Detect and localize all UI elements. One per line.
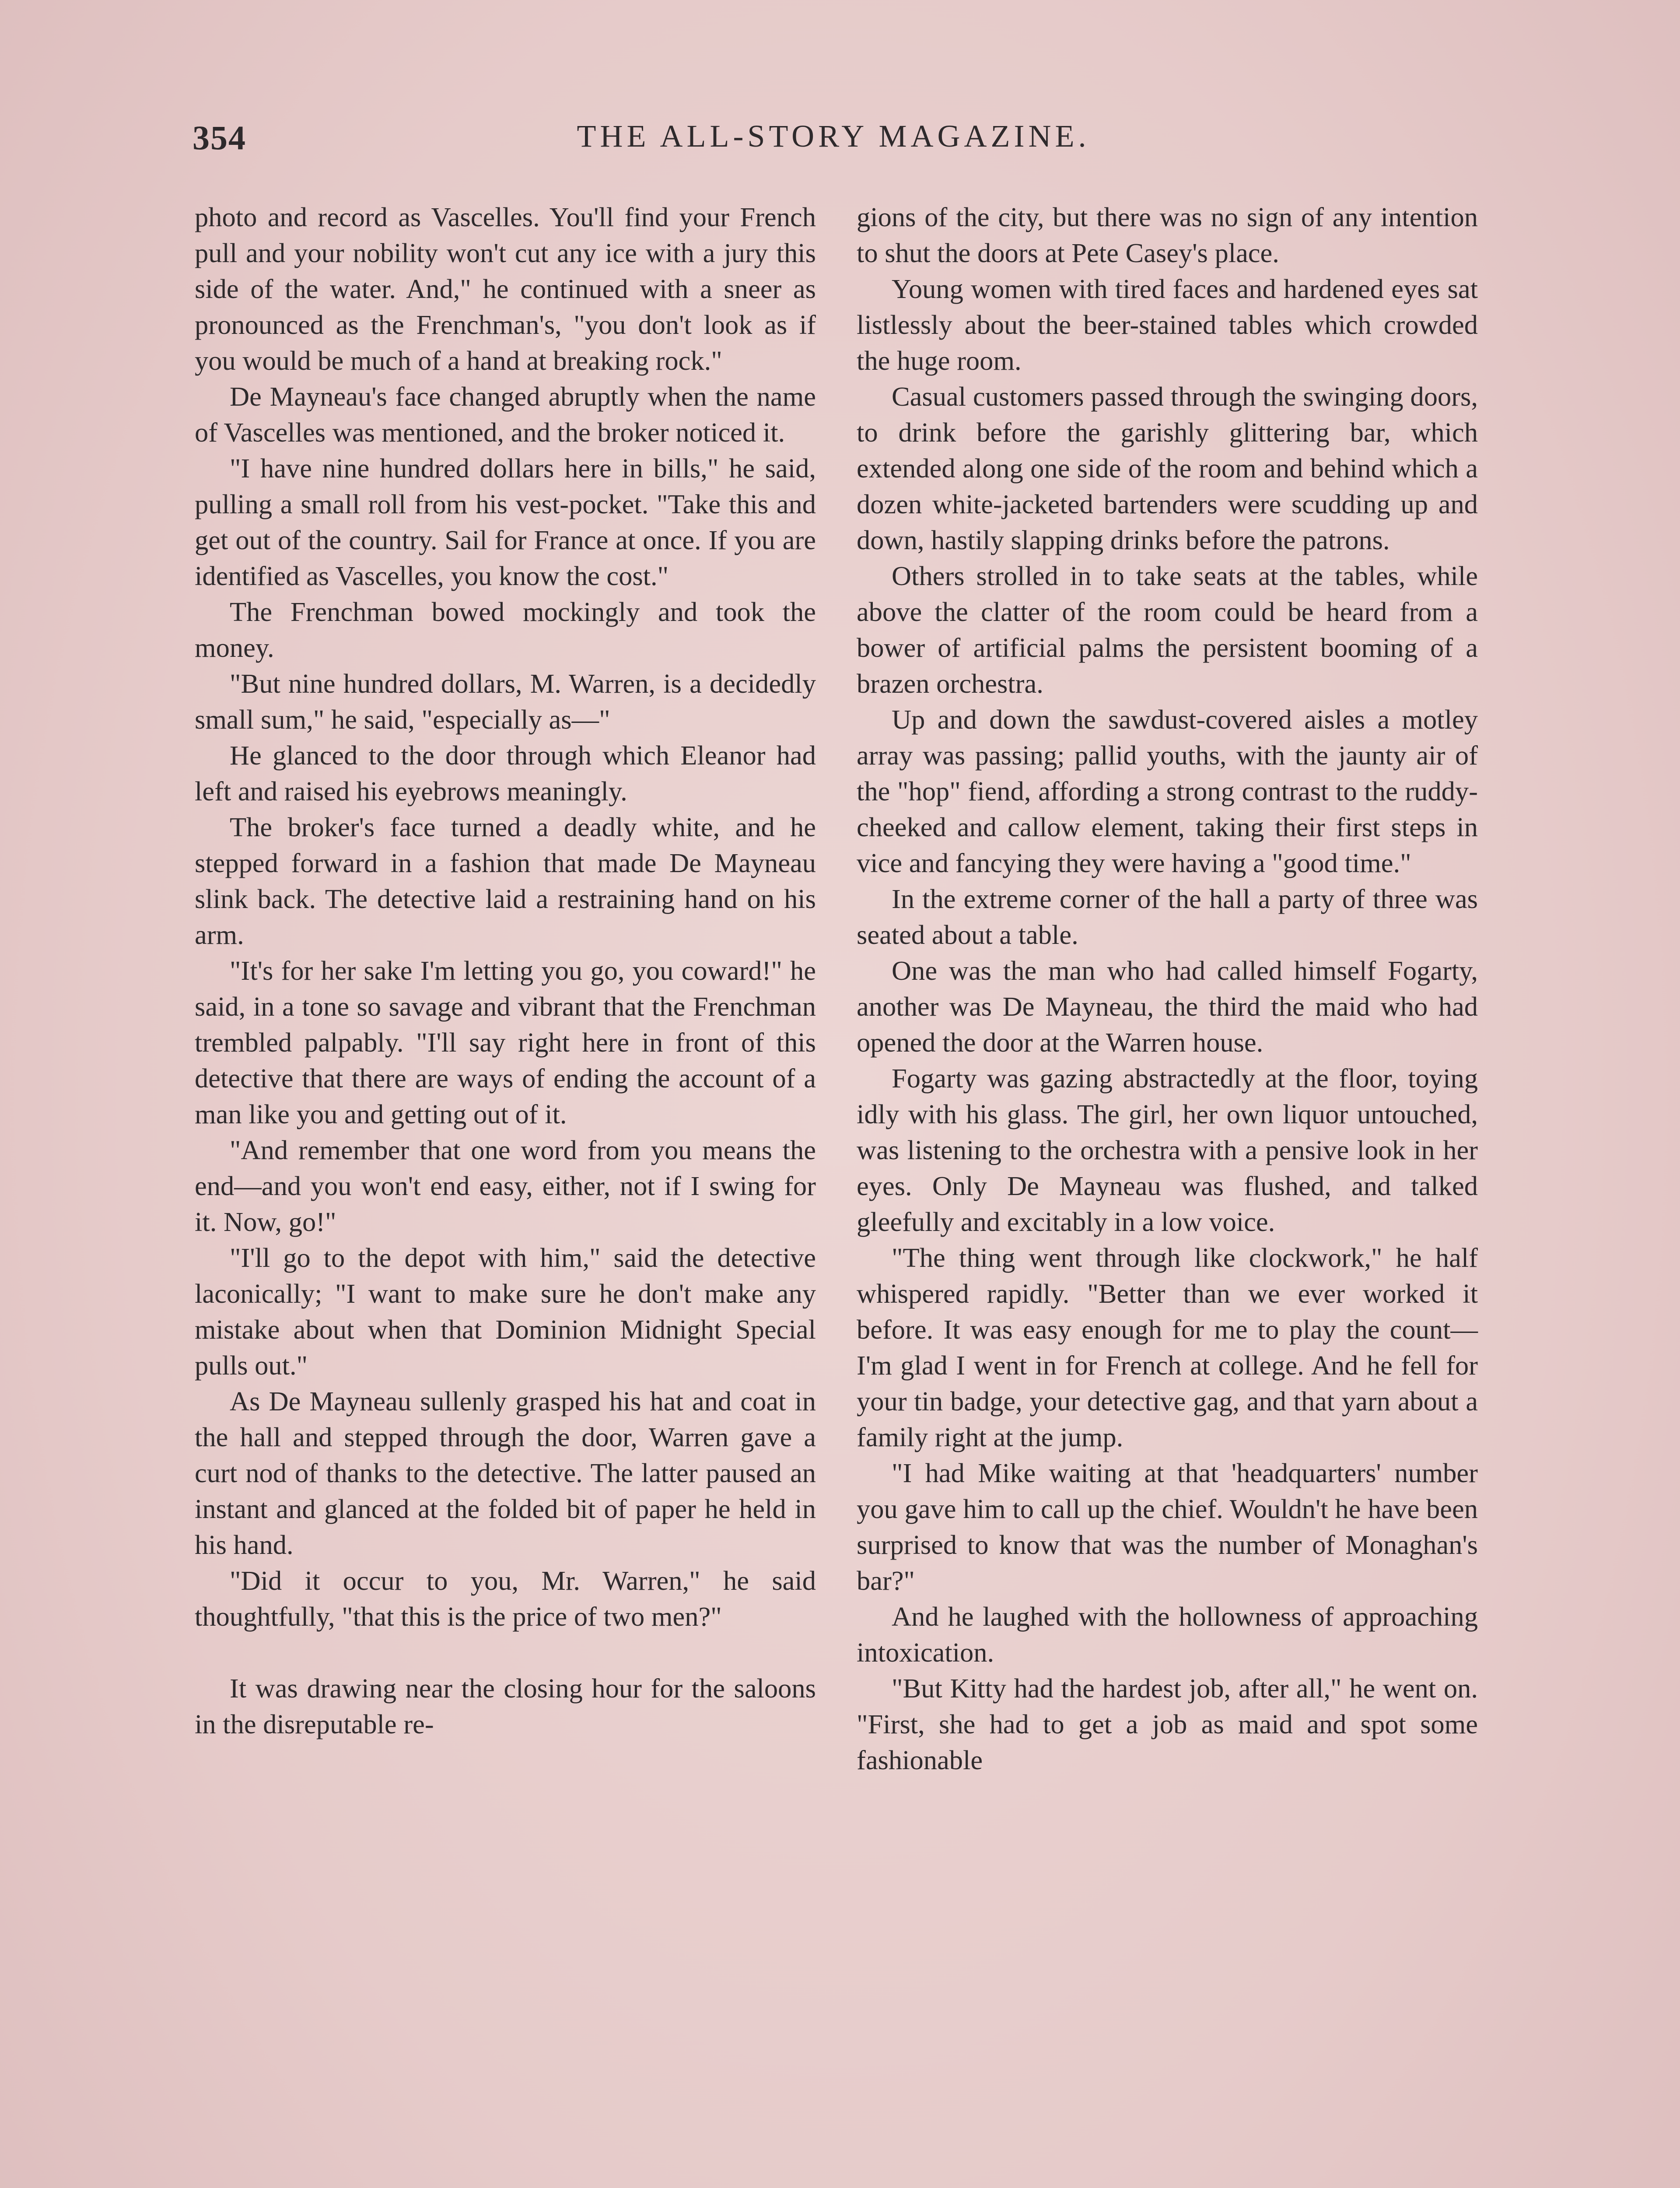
page-number: 354 — [192, 119, 246, 157]
paragraph: gions of the city, but there was no sign of any intention to shut the doors at Pete Casey's place. — [857, 202, 1478, 268]
paragraph: Fogarty was gazing abstractedly at the floor, toying idly with his glass. The girl, her own liquor untouched, was listening to the orchestra with a pensive look in her eyes. Only De Mayneau was flushed, and talked gleefully and excitably in a low voice. — [857, 1063, 1478, 1237]
paragraph: "I have nine hundred dollars here in bills," he said, pulling a small roll from his vest-pocket. "Take this and get out of the country. Sail for France at once. If you are identified as Vascelles, you know the cost." — [195, 453, 816, 591]
paragraph: "Did it occur to you, Mr. Warren," he said thoughtfully, "that this is the price of two men?" — [195, 1565, 816, 1632]
right-column — [857, 199, 1478, 1778]
paragraph: The Frenchman bowed mockingly and took the money. — [195, 596, 816, 663]
paragraph: Up and down the sawdust-covered aisles a motley array was passing; pallid youths, with the jaunty air of the "hop" fiend, affording a strong contrast to the ruddy-cheeked and callow element, taking their first steps in vice and fancying they were having a "good time." — [857, 704, 1478, 878]
paragraph: One was the man who had called himself Fogarty, another was De Mayneau, the third the maid who had opened the door at the Warren house. — [857, 955, 1478, 1058]
paragraph: photo and record as Vascelles. You'll find your French pull and your nobility won't cut any ice with a jury this side of the water. And," he continued with a sneer as pronounced as the Frenchman's, "you don't look as if you would be much of a hand at breaking rock." — [195, 202, 816, 376]
paragraph: "I had Mike waiting at that 'headquarters' number you gave him to call up the chief. Wouldn't he have been surprised to know that was the number of Monaghan's bar?" — [857, 1458, 1478, 1596]
paragraph: "But Kitty had the hardest job, after all," he went on. "First, she had to get a job as maid and spot some fashionable — [857, 1673, 1478, 1775]
paragraph: "It's for her sake I'm letting you go, you coward!" he said, in a tone so savage and vibrant that the Frenchman trembled palpably. "I'll say right here in front of this detective that there are ways of ending the account of a man like you and getting out of it. — [195, 955, 816, 1129]
page-header — [192, 118, 1474, 166]
paragraph: Others strolled in to take seats at the tables, while above the clatter of the room could be heard from a bower of artificial palms the persistent booming of a brazen orchestra. — [857, 561, 1478, 699]
paragraph: In the extreme corner of the hall a party of three was seated about a table. — [857, 884, 1478, 950]
running-title: THE ALL-STORY MAGAZINE. — [577, 119, 1090, 154]
paragraph: And he laughed with the hollowness of approaching intoxication. — [857, 1601, 1478, 1668]
paragraph: "But nine hundred dollars, M. Warren, is a decidedly small sum," he said, "especially as—" — [195, 668, 816, 735]
paragraph: "And remember that one word from you means the end—and you won't end easy, either, not if I swing for it. Now, go!" — [195, 1135, 816, 1237]
paragraph: Young women with tired faces and hardened eyes sat listlessly about the beer-stained tables which crowded the huge room. — [857, 274, 1478, 376]
paragraph: It was drawing near the closing hour for the saloons in the disreputable re- — [195, 1673, 816, 1739]
paragraph: As De Mayneau sullenly grasped his hat and coat in the hall and stepped through the door, Warren gave a curt nod of thanks to the detective. The latter paused an instant and glanced at the folded bit of paper he held in his hand. — [195, 1386, 816, 1560]
paragraph: Casual customers passed through the swinging doors, to drink before the garishly glittering bar, which extended along one side of the room and behind which a dozen white-jacketed bartenders were scudding up and down, hastily slapping drinks before the patrons. — [857, 381, 1478, 555]
paragraph: He glanced to the door through which Eleanor had left and raised his eyebrows meaningly. — [195, 740, 816, 806]
paragraph: "The thing went through like clockwork," he half whispered rapidly. "Better than we ever worked it before. It was easy enough for me to play the count—I'm glad I went in for French at college. And he fell for your tin badge, your detective gag, and that yarn about a family right at the jump. — [857, 1242, 1478, 1452]
left-column — [195, 199, 816, 1742]
paragraph: De Mayneau's face changed abruptly when the name of Vascelles was mentioned, and the broker noticed it. — [195, 381, 816, 448]
paragraph: The broker's face turned a deadly white, and he stepped forward in a fashion that made De Mayneau slink back. The detective laid a restraining hand on his arm. — [195, 812, 816, 950]
paragraph: "I'll go to the depot with him," said the detective laconically; "I want to make sure he don't make any mistake about when that Dominion Midnight Special pulls out." — [195, 1242, 816, 1381]
